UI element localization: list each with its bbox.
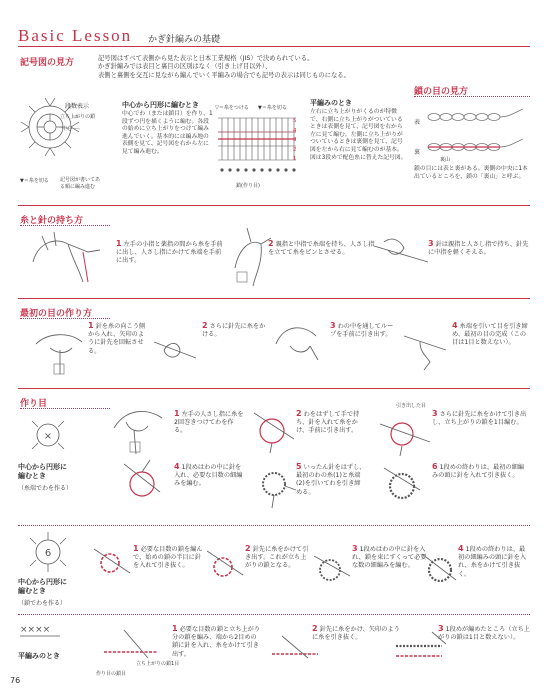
flat-foundation-step-2 xyxy=(312,625,400,642)
chain-ring-illustration-1 xyxy=(92,543,134,583)
step-number: 1 xyxy=(116,239,122,248)
step-text: わをはずして手で持ち、針を入れて糸をかけ、手前に引き出す。 xyxy=(296,411,360,435)
chart-intro xyxy=(98,55,438,80)
magic-ring-label-line-2: 編むとき xyxy=(18,472,46,480)
flat-row-labels xyxy=(293,117,297,165)
chain-back-label: 裏 xyxy=(414,149,421,156)
magic-ring-note: （糸端でわを作る） xyxy=(18,485,73,492)
flat-foundation-label: 平編みのとき xyxy=(18,652,60,660)
step-number: 1 xyxy=(133,544,139,553)
lesson-subtitle: かぎ針編みの基礎 xyxy=(148,35,221,45)
step-number: 2 xyxy=(268,239,274,248)
flat-foundation-symbol xyxy=(18,622,68,640)
chain-ring-illustration-3 xyxy=(312,548,352,588)
flat-foundation-step-3 xyxy=(438,625,530,642)
magic-ring-label xyxy=(18,463,67,481)
chart-intro-line-3: 表側と裏側を交互に見ながら編んでいく平編みの場合でも記号の表示は同じものになる。 xyxy=(98,71,350,79)
foundation-step-2 xyxy=(296,410,366,436)
step-text: 左手の小指と薬指の間から糸を手前に出し、人さし指にかけて糸端を手前に出す。 xyxy=(116,241,223,265)
foundation-illustration-3 xyxy=(376,410,434,456)
row-label-4: 4 xyxy=(293,127,297,134)
section-heading-first-stitch: 最初の目の作り方 xyxy=(20,309,93,319)
step-number: 3 xyxy=(330,321,336,330)
foundation-heading-rule xyxy=(20,408,110,409)
holding-hand-illustration-1 xyxy=(28,232,110,284)
step-number: 2 xyxy=(296,409,302,418)
first-stitch-illustration-4 xyxy=(400,322,450,372)
step-text: 左手の人さし指に糸を2回巻きつけてわを作る。 xyxy=(174,411,244,435)
chain-ring-illustration-4 xyxy=(420,550,460,590)
step-text: いったん針をはずし、最初のわの糸(1)と糸端(2)を引いてわを引き締める。 xyxy=(296,464,366,496)
chain-text: 鎖の目には表と裏がある。裏側の中央に1本出ているところを、鎖の「裏山」と呼ぶ。 xyxy=(414,166,528,180)
step-number: 6 xyxy=(432,462,438,471)
diagram-label-rows: 段数表示 xyxy=(65,103,90,110)
foundation-illustration-4 xyxy=(120,458,170,508)
diagram-label-cut: ▼＝糸を切る xyxy=(20,178,49,184)
flat-text: 左右に立ち上がりがくるのが特徴で、右側に立ち上がりがついているときは表側を見て、記号図を右から左に見て編む。左側に立ち上がりがついているときは裏側を見て、記号図を左から右に見て編むのが基本。図は3段めで配色糸に替えた記号図。 xyxy=(310,109,407,161)
first-stitch-step-2 xyxy=(202,322,270,339)
step-text: さらに針先に糸をかけて引き出し、立ち上がりの鎖を1目編む。 xyxy=(432,411,527,427)
section-heading-foundation: 作り目 xyxy=(20,399,48,409)
holding-step-1 xyxy=(116,240,226,266)
chain-ring-label-line-2: 編むとき xyxy=(18,587,46,595)
step-text: 糸端を引いて目を引き締め、最初の目の完成（この目は1目と数えない）。 xyxy=(452,323,528,347)
circle-text: 中心でわ（または鎖目）を作り、1段ずつ円を描くように編む。各段の始めに立ち上がりをつけて編み進んでいく。基本的には編み地の表側を見て、記号図を右から左に見て編み進む。 xyxy=(122,111,213,155)
step-text: 針先に糸をかけ、矢印のように糸を引き抜く。 xyxy=(312,626,400,642)
step-text: 針は親指と人さし指で持ち、針先に中指を軽くそえる。 xyxy=(428,241,529,257)
row-label-3: 3 xyxy=(293,137,297,143)
step-number: 1 xyxy=(88,321,94,330)
step-text: 1段めはわの中に針を入れ、必要な目数の細編みを編む。 xyxy=(174,464,243,488)
foundation-step-6 xyxy=(432,463,530,480)
chain-front-illustration xyxy=(424,106,524,128)
step-text: 針を糸の向こう側から入れ、矢印のように針先を回転させる。 xyxy=(88,323,146,355)
holding-hook-illustration xyxy=(370,232,430,280)
flat-label-foundation: 鎖(作り目) xyxy=(236,183,260,189)
first-stitch-step-4 xyxy=(452,322,530,348)
chain-ring-illustration-2 xyxy=(205,545,245,585)
chain-ring-label-line-1: 中心から円形に xyxy=(18,578,67,586)
step-number: 3 xyxy=(438,624,444,633)
pulled-loop-label: 引き出した目 xyxy=(396,403,427,409)
first-stitch-illustration-1 xyxy=(30,324,90,379)
section-rule-2 xyxy=(18,298,530,299)
chain-bump-label: 裏山 xyxy=(440,157,451,163)
step-number: 2 xyxy=(312,624,318,633)
step-number: 2 xyxy=(245,544,251,553)
chain-heading: 鎖の目の見方 xyxy=(414,87,469,97)
holding-step-3 xyxy=(428,240,532,257)
first-stitch-illustration-3 xyxy=(270,320,326,366)
step-text: 1段めはわの中に針を入れ、鎖を束にすくって必要な数の細編みを編む。 xyxy=(352,546,427,570)
foundation-divider-2 xyxy=(18,614,530,615)
step-text: 必要な目数の鎖を編んで、始めの鎖の半目に針を入れて引き抜く。 xyxy=(133,546,203,570)
step-text: さらに針先に糸をかける。 xyxy=(202,323,266,339)
flat-label-attach: ▽＝糸をつける xyxy=(215,105,249,111)
chart-intro-line-2: かぎ針編みでは表目と裏目の区別はなく（引き上げ目以外）、 xyxy=(98,63,272,71)
section-rule-3 xyxy=(18,388,530,389)
foundation-step-1 xyxy=(174,410,244,436)
step-text: 針先に糸をかけて引き出す。これが立ち上がりの鎖となる。 xyxy=(245,546,309,570)
first-stitch-step-1 xyxy=(88,322,150,356)
foundation-illustration-2 xyxy=(250,405,298,453)
magic-ring-symbol xyxy=(28,415,68,455)
section-heading-chart-symbols: 記号図の見方 xyxy=(20,58,75,68)
foundation-step-3 xyxy=(432,410,530,427)
foundation-illustration-1 xyxy=(104,402,176,458)
step-number: 4 xyxy=(174,462,180,471)
step-number: 2 xyxy=(202,321,208,330)
magic-ring-label-line-1: 中心から円形に xyxy=(18,463,67,471)
step-text: 1段めが編めたところ（立ち上がりの鎖は1目と数えない）。 xyxy=(438,626,530,642)
first-stitch-illustration-2 xyxy=(150,332,200,368)
circle-title: 中心から円形に編むとき xyxy=(122,101,199,109)
chain-ring-step-3 xyxy=(352,545,430,571)
chain-ring-step-1 xyxy=(133,545,203,571)
step-number: 4 xyxy=(458,544,464,553)
row-label-1: 1 xyxy=(293,156,297,162)
chain-ring-symbol xyxy=(26,530,70,574)
chain-ring-number: 6 xyxy=(44,548,52,559)
row-label-5: 5 xyxy=(293,118,297,124)
step-text: 1段めの終わりは、最初の細編みの頭に針を入れて引き抜く。 xyxy=(432,464,524,480)
foundation-illustration-6 xyxy=(380,460,430,510)
flat-tag-foundation: 作り目の鎖目 xyxy=(96,671,127,677)
foundation-step-4 xyxy=(174,463,244,489)
section-heading-holding: 糸と針の持ち方 xyxy=(20,216,84,226)
holding-step-2 xyxy=(268,240,378,257)
step-number: 1 xyxy=(172,624,178,633)
step-number: 5 xyxy=(296,462,302,471)
chain-ring-note: （鎖でわを作る） xyxy=(18,600,67,607)
foundation-illustration-5 xyxy=(252,460,298,510)
chart-intro-line-1: 記号図はすべて表側から見た表示と日本工業規格（JIS）で決められている。 xyxy=(98,55,314,62)
flat-tag-chain-rise: 立ち上がりの鎖1目 xyxy=(136,661,180,667)
row-label-2: 2 xyxy=(293,146,297,153)
chain-back-illustration xyxy=(424,136,524,158)
step-number: 4 xyxy=(452,321,458,330)
lesson-title: Basic Lesson xyxy=(18,26,133,45)
holding-hand-illustration-2 xyxy=(225,228,280,290)
holding-heading-rule xyxy=(20,225,110,226)
diagram-label-chain: 立ち上がりの鎖 xyxy=(60,114,96,120)
foundation-step-5 xyxy=(296,463,366,497)
chain-front-label: 表 xyxy=(414,119,421,126)
chain-ring-step-4 xyxy=(458,545,530,579)
step-number: 3 xyxy=(352,544,358,553)
step-text: 親指と中指で糸端を持ち、人さし指を立てて糸をピンとさせる。 xyxy=(268,241,375,257)
first-stitch-step-3 xyxy=(330,322,396,339)
step-number: 1 xyxy=(174,409,180,418)
svg-text:×: × xyxy=(43,431,53,442)
svg-text:××××: ×××× xyxy=(20,625,51,635)
flat-foundation-step-1 xyxy=(172,625,260,659)
step-text: 必要な目数の鎖と立ち上がり分の鎖を編み、端から2目めの鎖に針を入れ、糸をかけて引き出す。 xyxy=(172,626,261,658)
step-text: 1段めの終わりは、最初の細編みの頭に針を入れ、糸をかけて引き抜く。 xyxy=(458,546,527,578)
page-number: 76 xyxy=(10,676,21,685)
section-rule-1 xyxy=(18,205,530,206)
step-number: 3 xyxy=(428,239,434,248)
chain-ring-label xyxy=(18,578,67,596)
flat-label-cut: ▼＝糸を切る xyxy=(258,105,287,111)
diagram-label-center: 中心 xyxy=(62,126,73,132)
step-text: わの中を通してループを手前に引き出す。 xyxy=(330,323,394,339)
step-number: 3 xyxy=(432,409,438,418)
foundation-divider-1 xyxy=(18,525,530,526)
chain-ring-step-2 xyxy=(245,545,311,571)
flat-title: 平編みのとき xyxy=(310,99,352,107)
chain-heading-rule xyxy=(414,96,530,97)
diagram-label-order: 記号図が書いてある順に編み進む xyxy=(60,177,101,190)
first-stitch-heading-rule xyxy=(20,318,110,319)
header-rule xyxy=(18,46,530,47)
